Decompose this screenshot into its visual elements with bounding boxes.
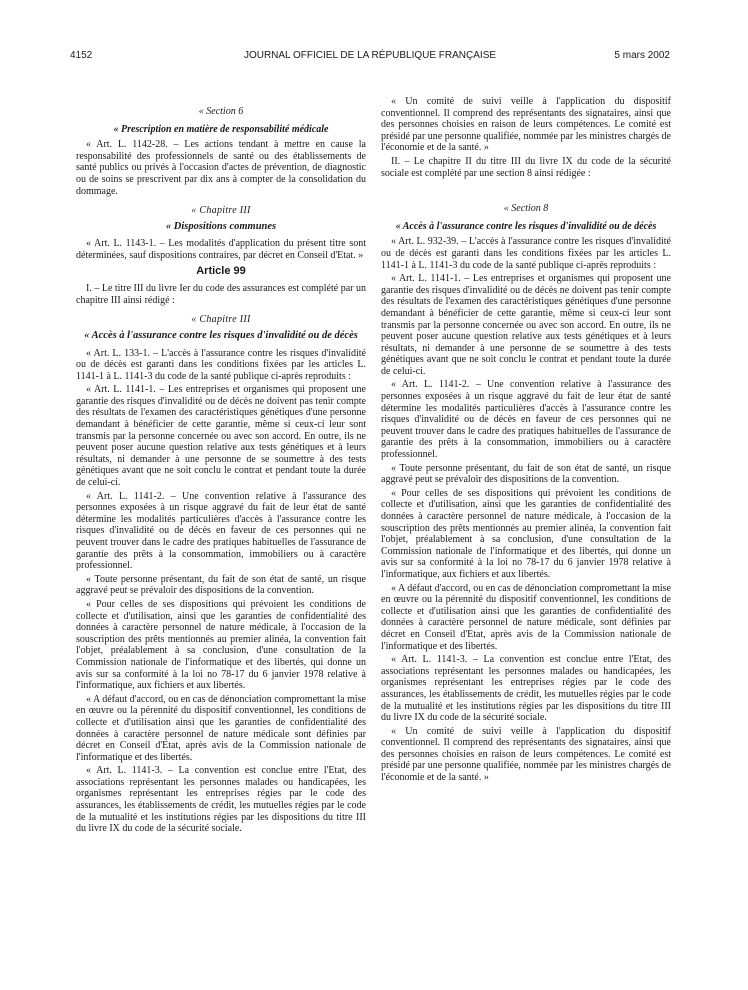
article-99-heading: Article 99	[196, 264, 246, 277]
paragraph-comite-top: « Un comité de suivi veille à l'application du dispositif conventionnel. Il comprend des représentants des signataires, ainsi que des personnes choisies en raison de leurs compétences. Le comité est présidé par une personne qualifiée, nommée par les ministres chargés de l'économie et de la santé. »	[381, 96, 671, 154]
section-6-title: « Prescription en matière de responsabilité médicale	[113, 123, 329, 135]
paragraph-toute-personne-right: « Toute personne présentant, du fait de son état de santé, un risque aggravé peut se prévaloir des dispositions de la convention.	[381, 462, 671, 486]
article-l1142-28: « Art. L. 1142-28. – Les actions tendant à mettre en cause la responsabilité des professionnels de santé ou des établissements de santé publics ou privés à l'occasion d'actes de prévention, de diagnostic ou de soins se prescrivent par dix ans à compter de la consolidation du dommage.	[76, 139, 366, 197]
article-l1141-2: « Art. L. 1141-2. – Une convention relative à l'assurance des personnes exposées à un risque aggravé du fait de leur état de santé détermine les modalités particulières d'accès à l'assurance contre les risques d'invalidité ou de décès en faveur de ces personnes qui ne peuvent trouver dans le cadre des pratiques habituelles de l'assurance de garantie des prêts à la consommation, immobiliers ou à caractère professionnel.	[76, 490, 366, 572]
chapitre-3-title: « Dispositions communes	[165, 220, 277, 232]
journal-title: JOURNAL OFFICIEL DE LA RÉPUBLIQUE FRANÇAISE	[243, 50, 497, 61]
paragraph-a-defaut: « A défaut d'accord, ou en cas de dénonciation compromettant la mise en œuvre ou la pérennité du dispositif conventionnel, les conditions de collecte et d'utilisation ainsi que les garanties de confidentialité des données à caractère personnel de nature médicale sont définies par décret en Conseil d'Etat, après avis de la Commission nationale de l'informatique et des libertés.	[76, 693, 366, 763]
chapitre-3b-heading: « Chapitre III	[191, 314, 251, 326]
article-l1141-2-right: « Art. L. 1141-2. – Une convention relative à l'assurance des personnes exposées à un risque aggravé du fait de leur état de santé détermine les modalités particulières d'accès à l'assurance contre les risques d'invalidité ou de décès en faveur de ces personnes qui ne peuvent trouver dans le cadre des pratiques habituelles de l'assurance de garantie des prêts à la consommation, immobiliers ou à caractère professionnel.	[381, 379, 671, 461]
section-8-title: « Accès à l'assurance contre les risques d'invalidité ou de décès	[395, 220, 657, 232]
paragraph-pour-celles: « Pour celles de ses dispositions qui prévoient les conditions de collecte et d'utilisation, ainsi que les garanties de confidentialité des données à caractère personnel de nature médicale, à l'occasion de la souscription des prêts mentionnés au premier alinéa, la convention fait l'objet, préalablement à sa conclusion, d'une consultation de la Commission nationale de l'informatique et des libertés, qui donne un avis sur sa conformité à la loi no 78-17 du 6 janvier 1978 relative à l'informatique, aux fichiers et aux libertés.	[76, 598, 366, 692]
paragraph-toute-personne: « Toute personne présentant, du fait de son état de santé, un risque aggravé peut se prévaloir des dispositions de la convention.	[76, 573, 366, 597]
article-l133-1: « Art. L. 133-1. – L'accès à l'assurance contre les risques d'invalidité ou de décès est garanti dans les conditions fixées par les articles L. 1141-1 à L. 1141-3 du code de la santé publique ci-après reproduits :	[76, 347, 366, 382]
article-l932-39: « Art. L. 932-39. – L'accès à l'assurance contre les risques d'invalidité ou de décès est garanti dans les conditions fixées par les articles L. 1141-1 à L. 1141-3 du code de la santé publique ci-après reproduits :	[381, 236, 671, 271]
section-8-heading: « Section 8	[503, 203, 549, 215]
paragraph-ii-intro: II. – Le chapitre II du titre III du livre IX du code de la sécurité sociale est complété par une section 8 ainsi rédigée :	[381, 155, 671, 179]
article-l1143-1: « Art. L. 1143-1. – Les modalités d'application du présent titre sont déterminées, sauf dispositions contraires, par décret en Conseil d'Etat. »	[76, 238, 366, 261]
article-l1141-1: « Art. L. 1141-1. – Les entreprises et organismes qui proposent une garantie des risques d'invalidité ou de décès ne doivent pas tenir compte des résultats de l'examen des caractéristiques génétiques d'une personne demandant à bénéficier de cette garantie, même si ceux-ci leur sont transmis par la personne concernée ou avec son accord. En outre, ils ne peuvent poser aucune question relative aux tests génétiques et à leurs résultats, ni demander à une personne de se soumettre à des tests génétiques avant que ne soit conclu le contrat et pendant toute la durée de celui-ci.	[76, 384, 366, 489]
paragraph-comite-bottom: « Un comité de suivi veille à l'application du dispositif conventionnel. Il comprend des représentants des signataires, ainsi que des personnes choisies en raison de leurs compétences. Le comité est présidé par une personne qualifiée, nommée par les ministres chargés de l'économie et de la santé. »	[381, 725, 671, 784]
issue-date: 5 mars 2002	[614, 50, 670, 61]
article-99-intro: I. – Le titre III du livre Ier du code des assurances est complété par un chapitre III ainsi rédigé :	[76, 283, 366, 306]
paragraph-pour-celles-right: « Pour celles de ses dispositions qui prévoient les conditions de collecte et d'utilisation, ainsi que les garanties de confidentialité des données à caractère personnel de nature médicale, à l'occasion de la souscription des prêts mentionnés au premier alinéa, la convention fait l'objet, préalablement à sa conclusion, d'une consultation de la Commission nationale de l'informatique et des libertés, qui donne un avis sur sa conformité à la loi no 78-17 du 6 janvier 1978 relative à l'informatique, aux fichiers et aux libertés.	[381, 487, 671, 580]
paragraph-a-defaut-right: « A défaut d'accord, ou en cas de dénonciation compromettant la mise en œuvre ou la pérennité du dispositif conventionnel, les conditions de collecte et d'utilisation ainsi que les garanties de confidentialité des données à caractère personnel de nature médicale, sont définies par décret en Conseil d'Etat, après avis de la Commission nationale de l'informatique et des libertés.	[381, 582, 671, 652]
right-column	[381, 96, 671, 786]
left-column	[76, 102, 366, 837]
chapitre-3-heading: « Chapitre III	[191, 205, 251, 217]
section-6-heading: « Section 6	[198, 106, 244, 117]
article-l1141-1-right: « Art. L. 1141-1. – Les entreprises et organismes qui proposent une garantie des risques d'invalidité ou de décès ne doivent pas tenir compte des résultats de l'examen des caractéristiques génétiques d'une personne demandant à bénéficier de cette garantie, même si ceux-ci leur sont transmis par la personne concernée ou avec son accord. En outre, ils ne peuvent poser aucune question relative aux tests génétiques et à leurs résultats, ni demander à une personne de se soumettre à des tests génétiques avant que ne soit conclu le contrat et pendant toute la durée de celui-ci.	[381, 273, 671, 377]
page-header	[70, 50, 670, 64]
article-l1141-3: « Art. L. 1141-3. – La convention est conclue entre l'Etat, des associations représentant les personnes malades ou handicapées, les organismes représentant les entreprises régies par le code des assurances, les établissements de crédit, les mutuelles régies par le code de la mutualité et les institutions régies par les dispositions du titre III du livre IX du code de la sécurité sociale.	[76, 765, 366, 835]
page-number: 4152	[70, 50, 93, 61]
article-l1141-3-right: « Art. L. 1141-3. – La convention est conclue entre l'Etat, des associations représentant les personnes malades ou handicapées, les organismes représentant les entreprises régies par le code des assurances, les établissements de crédit, les mutuelles régies par le code de la mutualité et les institutions régies par les dispositions du titre III du livre IX du code de la sécurité sociale.	[381, 654, 671, 724]
chapitre-3b-title: « Accès à l'assurance contre les risques d'invalidité ou de décès	[84, 329, 358, 341]
